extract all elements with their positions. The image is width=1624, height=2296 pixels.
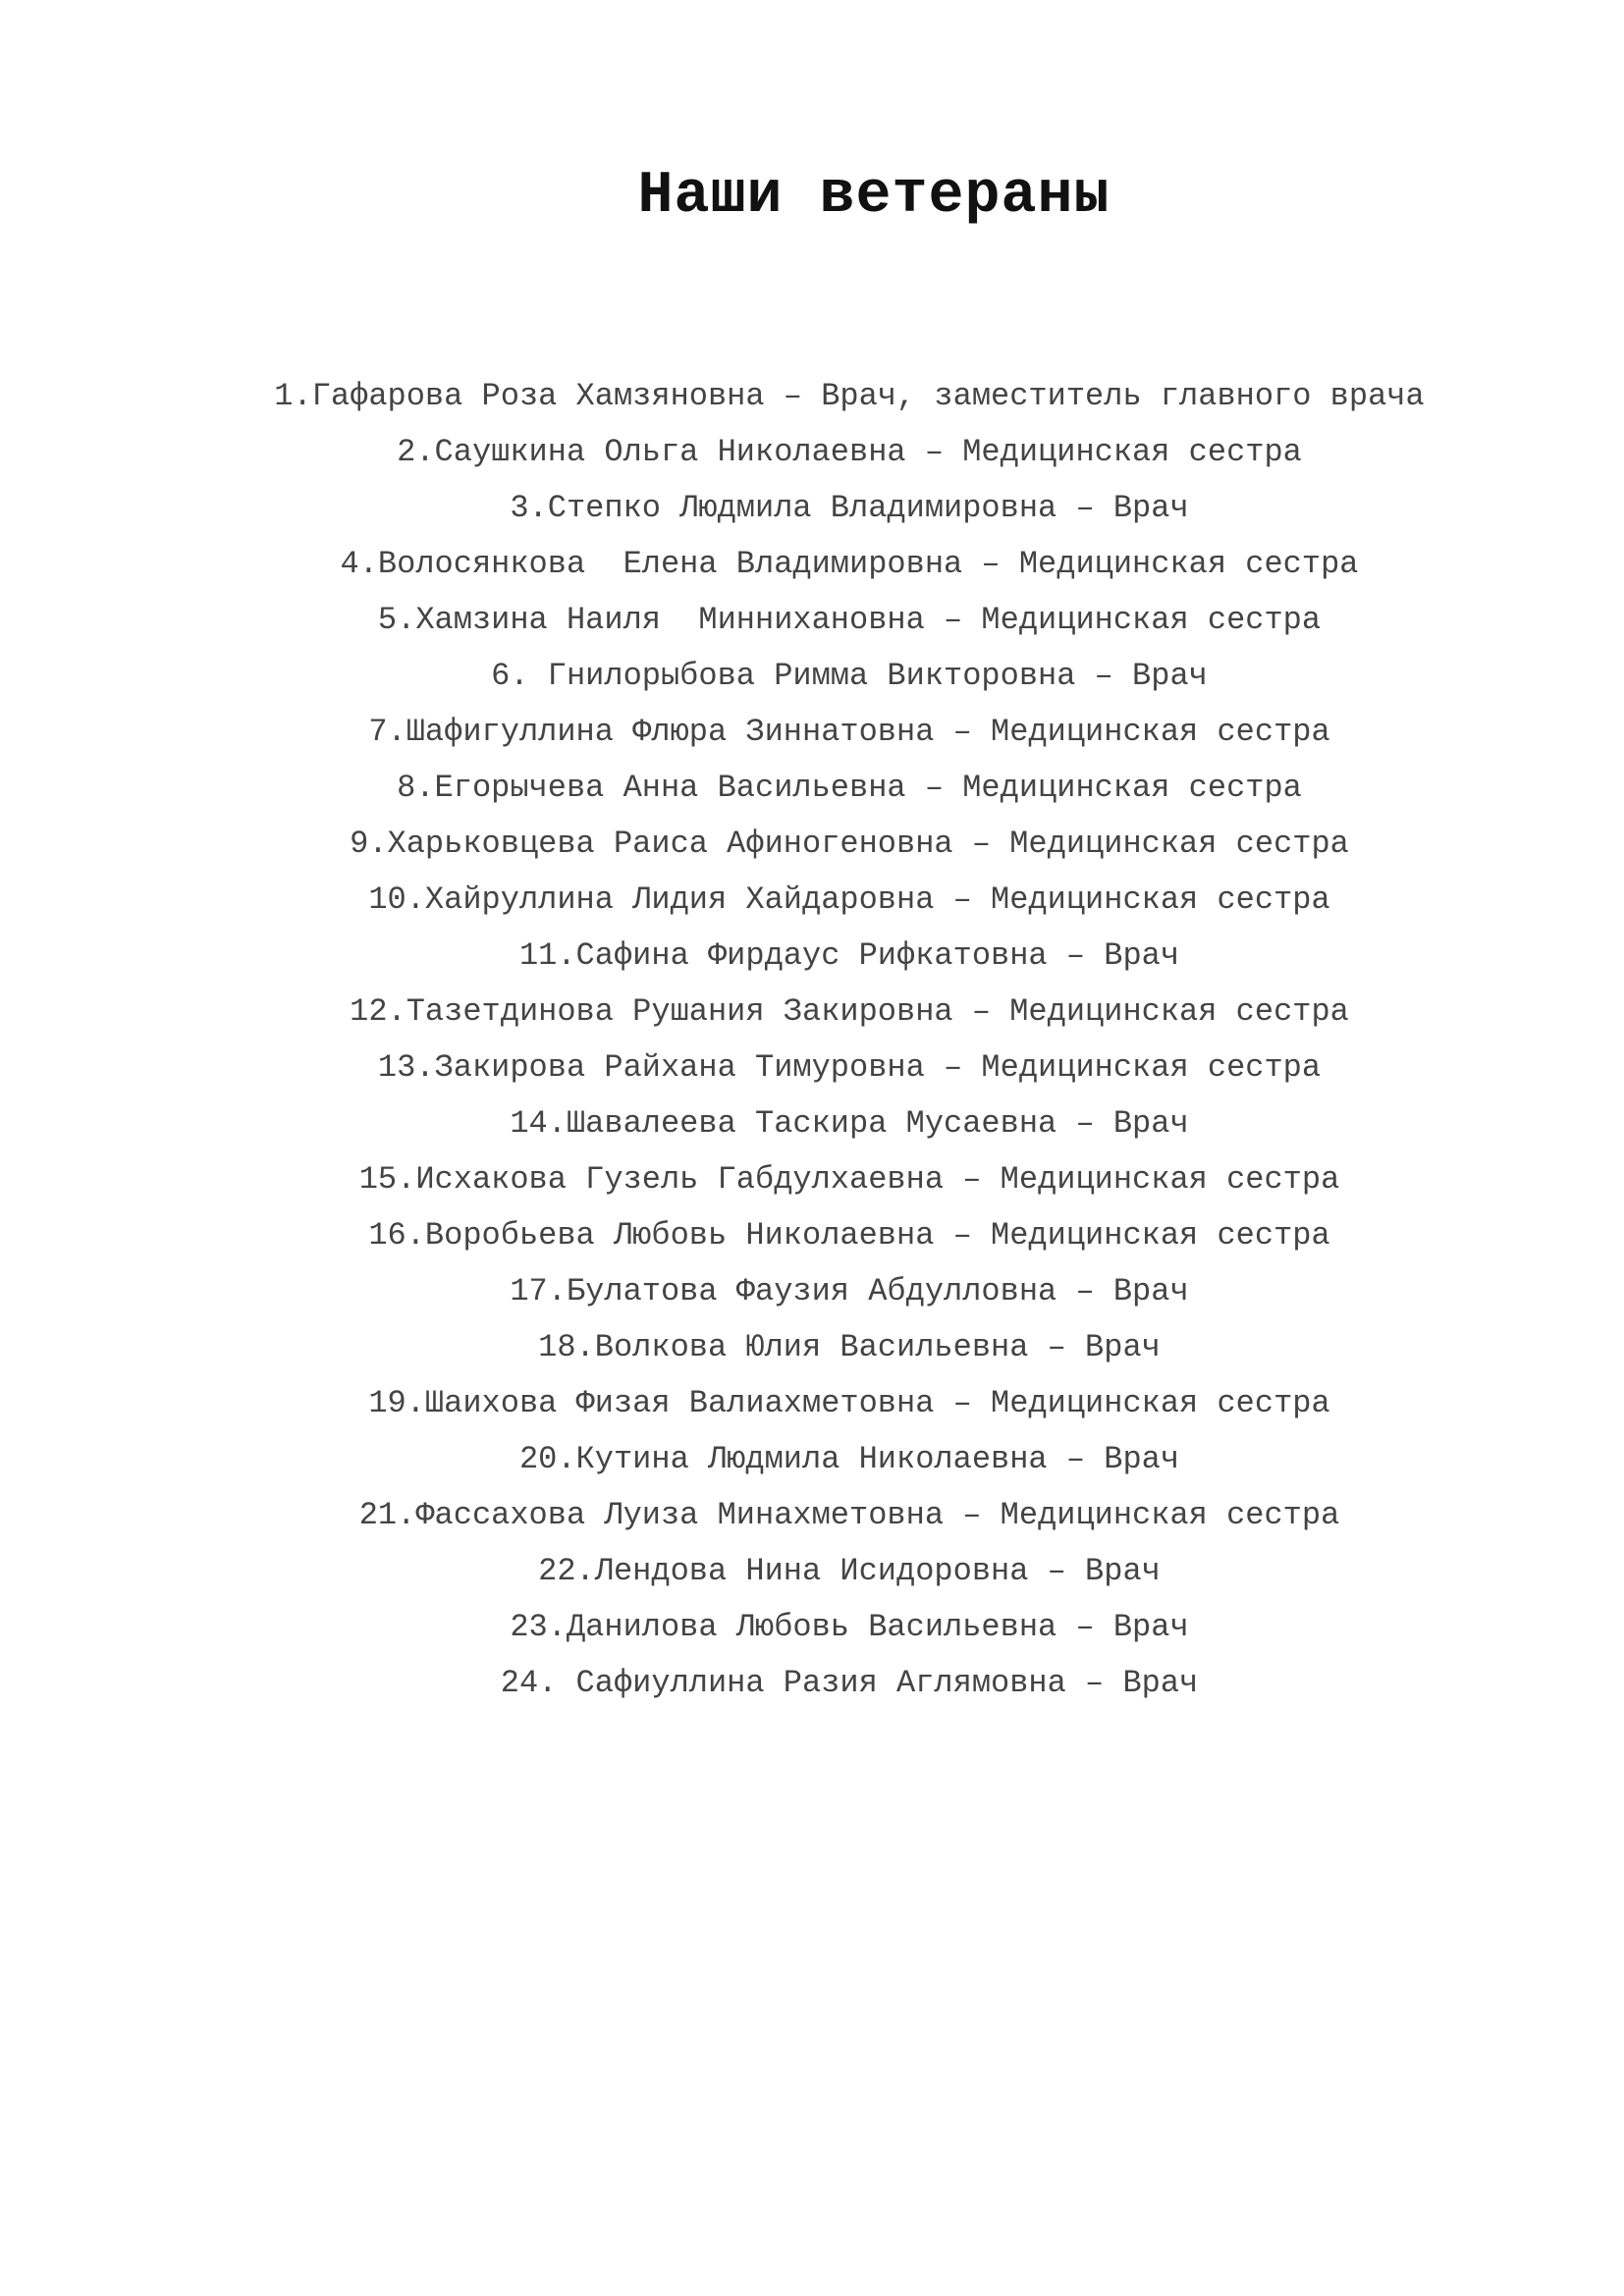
list-item: 8.Егорычева Анна Васильевна – Медицинская сестра bbox=[397, 770, 1302, 806]
list-item: 4.Волосянкова Елена Владимировна – Медицинская сестра bbox=[340, 546, 1359, 582]
list-item: 1.Гафарова Роза Хамзяновна – Врач, заместитель главного врача bbox=[274, 378, 1425, 414]
list-item: 18.Волкова Юлия Васильевна – Врач bbox=[538, 1329, 1161, 1365]
list-item: 12.Тазетдинова Рушания Закировна – Медицинская сестра bbox=[350, 993, 1349, 1030]
list-item: 20.Кутина Людмила Николаевна – Врач bbox=[518, 1441, 1180, 1477]
list-item: 6. Гнилорыбова Римма Викторовна – Врач bbox=[491, 658, 1208, 694]
list-item: 13.Закирова Райхана Тимуровна – Медицинская сестра bbox=[377, 1049, 1322, 1086]
list-item: 17.Булатова Фаузия Абдулловна – Врач bbox=[510, 1273, 1189, 1309]
list-item: 15.Исхакова Гузель Габдулхаевна – Медицинская сестра bbox=[358, 1161, 1340, 1198]
list-item: 7.Шафигуллина Флюра Зиннатовна – Медицинская сестра bbox=[368, 714, 1330, 750]
list-item: 5.Хамзина Наиля Миннихановна – Медицинская сестра bbox=[377, 602, 1322, 638]
list-item: 23.Данилова Любовь Васильевна – Врач bbox=[510, 1609, 1189, 1645]
list-item: 3.Степко Людмила Владимировна – Врач bbox=[510, 490, 1189, 526]
list-item: 10.Хайруллина Лидия Хайдаровна – Медицинская сестра bbox=[368, 881, 1330, 918]
page-title: Наши ветераны bbox=[637, 163, 1110, 230]
list-item: 19.Шаихова Физая Валиахметовна – Медицинская сестра bbox=[368, 1385, 1330, 1421]
list-item: 14.Шавалеева Таскира Мусаевна – Врач bbox=[510, 1105, 1189, 1142]
list-item: 16.Воробьева Любовь Николаевна – Медицинская сестра bbox=[368, 1217, 1330, 1254]
list-item: 2.Саушкина Ольга Николаевна – Медицинская сестра bbox=[397, 434, 1302, 470]
list-item: 21.Фассахова Луиза Минахметовна – Медицинская сестра bbox=[358, 1497, 1340, 1533]
list-item: 9.Харьковцева Раиса Афиногеновна – Медицинская сестра bbox=[350, 826, 1349, 862]
list-item: 22.Лендова Нина Исидоровна – Врач bbox=[538, 1553, 1161, 1589]
list-item: 24. Сафиуллина Разия Аглямовна – Врач bbox=[500, 1665, 1199, 1701]
list-item: 11.Сафина Фирдаус Рифкатовна – Врач bbox=[518, 937, 1180, 974]
veterans-list bbox=[0, 368, 1624, 1711]
